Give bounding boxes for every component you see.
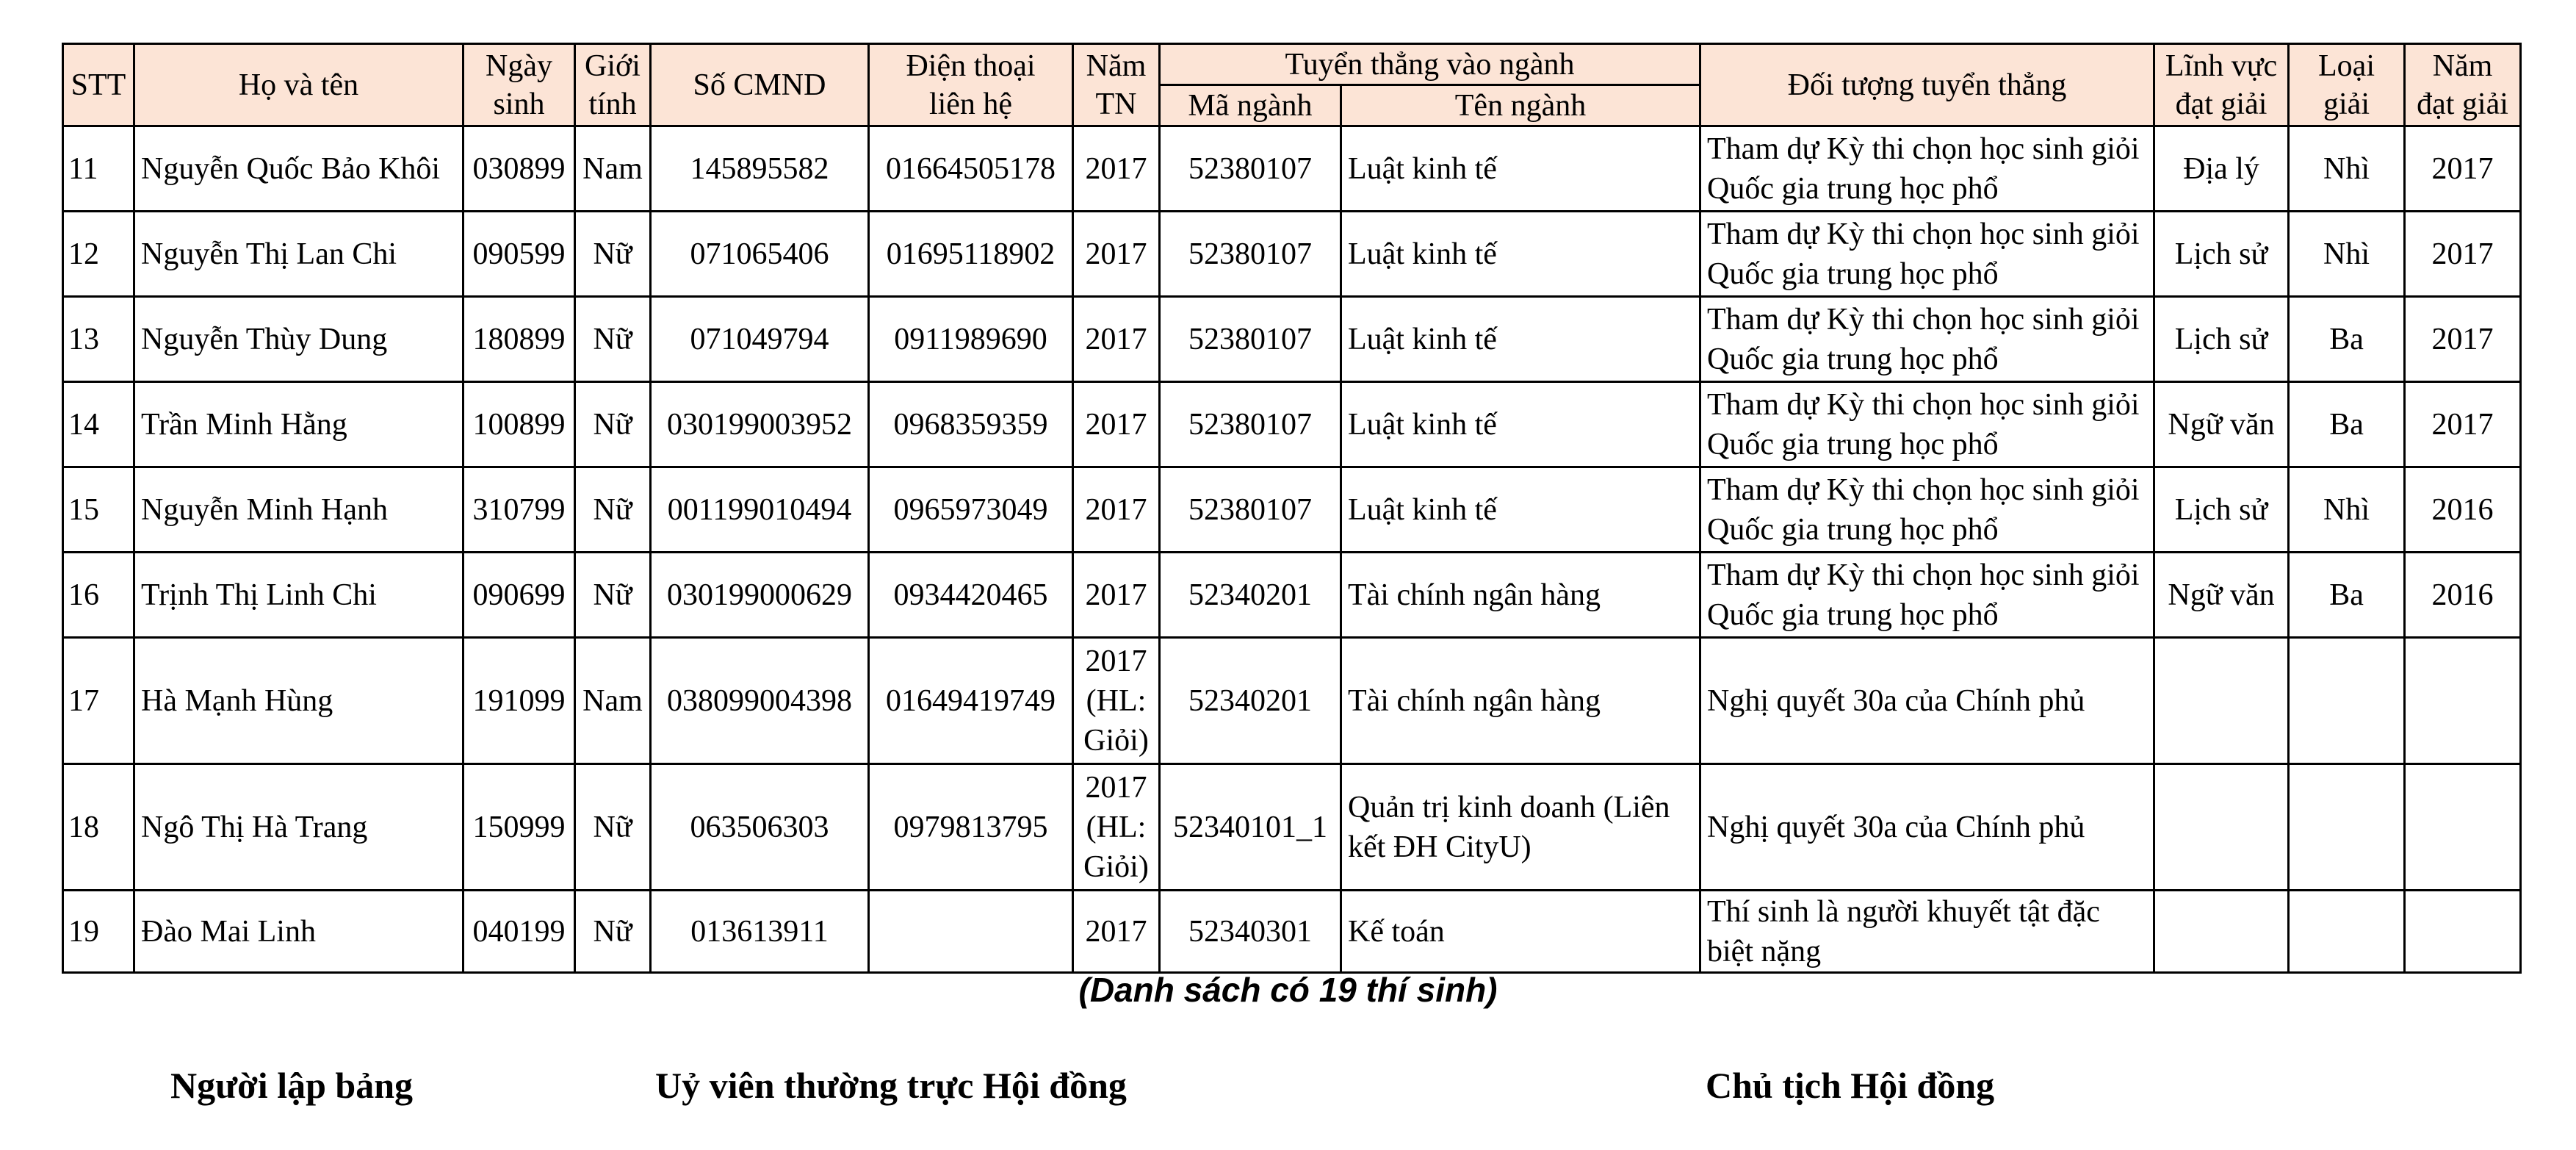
cell-major-code: 52340201 <box>1160 553 1341 638</box>
table-row <box>63 891 2521 973</box>
cell-stt: 17 <box>63 638 134 764</box>
cell-year: 2017 <box>1073 126 1160 212</box>
cell-dob: 310799 <box>463 467 575 553</box>
cell-name: Nguyễn Thùy Dung <box>134 297 463 382</box>
cell-year: 2017 <box>1073 382 1160 467</box>
cell-major-name: Quản trị kinh doanh (Liên kết ĐH CityU) <box>1341 764 1700 891</box>
cell-dob: 180899 <box>463 297 575 382</box>
cell-gender: Nữ <box>575 382 651 467</box>
cell-field: Ngữ văn <box>2154 553 2289 638</box>
cell-field <box>2154 638 2289 764</box>
cell-stt: 16 <box>63 553 134 638</box>
cell-id: 071049794 <box>651 297 869 382</box>
cell-category: Thí sinh là người khuyết tật đặc biệt nặng <box>1700 891 2154 973</box>
cell-category: Nghị quyết 30a của Chính phủ <box>1700 764 2154 891</box>
cell-category: Tham dự Kỳ thi chọn học sinh giỏi Quốc gia trung học phổ <box>1700 212 2154 297</box>
cell-year: 2017 <box>1073 891 1160 973</box>
cell-id: 001199010494 <box>651 467 869 553</box>
cell-phone: 0979813795 <box>869 764 1073 891</box>
cell-name: Trịnh Thị Linh Chi <box>134 553 463 638</box>
cell-phone: 0965973049 <box>869 467 1073 553</box>
header-stt: STT <box>63 44 134 126</box>
table-body <box>63 126 2521 973</box>
cell-prize: Nhì <box>2289 467 2405 553</box>
candidate-table <box>62 43 2522 974</box>
cell-phone: 0911989690 <box>869 297 1073 382</box>
cell-dob: 040199 <box>463 891 575 973</box>
cell-field: Địa lý <box>2154 126 2289 212</box>
cell-prize-year: 2017 <box>2405 212 2521 297</box>
cell-name: Đào Mai Linh <box>134 891 463 973</box>
cell-id: 038099004398 <box>651 638 869 764</box>
cell-prize-year: 2017 <box>2405 382 2521 467</box>
cell-phone: 0934420465 <box>869 553 1073 638</box>
cell-stt: 11 <box>63 126 134 212</box>
cell-prize-year: 2016 <box>2405 467 2521 553</box>
cell-category: Tham dự Kỳ thi chọn học sinh giỏi Quốc gia trung học phổ <box>1700 126 2154 212</box>
cell-gender: Nữ <box>575 467 651 553</box>
cell-prize-year: 2017 <box>2405 297 2521 382</box>
cell-id: 071065406 <box>651 212 869 297</box>
cell-gender: Nam <box>575 638 651 764</box>
cell-major-code: 52380107 <box>1160 382 1341 467</box>
header-name: Họ và tên <box>134 44 463 126</box>
cell-gender: Nữ <box>575 764 651 891</box>
cell-dob: 090699 <box>463 553 575 638</box>
cell-prize <box>2289 638 2405 764</box>
cell-prize: Ba <box>2289 297 2405 382</box>
cell-dob: 030899 <box>463 126 575 212</box>
cell-field: Lịch sử <box>2154 212 2289 297</box>
cell-stt: 13 <box>63 297 134 382</box>
cell-field: Ngữ văn <box>2154 382 2289 467</box>
cell-major-name: Tài chính ngân hàng <box>1341 553 1700 638</box>
cell-name: Nguyễn Minh Hạnh <box>134 467 463 553</box>
cell-major-name: Luật kinh tế <box>1341 467 1700 553</box>
header-major-code: Mã ngành <box>1160 85 1341 126</box>
header-field: Lĩnh vực đạt giải <box>2154 44 2289 126</box>
cell-prize-year <box>2405 638 2521 764</box>
header-admission-group: Tuyển thẳng vào ngành <box>1160 44 1700 85</box>
cell-year: 2017 (HL: Giỏi) <box>1073 638 1160 764</box>
cell-prize: Nhì <box>2289 212 2405 297</box>
cell-prize: Ba <box>2289 382 2405 467</box>
cell-category: Tham dự Kỳ thi chọn học sinh giỏi Quốc gia trung học phổ <box>1700 467 2154 553</box>
cell-phone: 0968359359 <box>869 382 1073 467</box>
cell-year: 2017 <box>1073 553 1160 638</box>
cell-category: Tham dự Kỳ thi chọn học sinh giỏi Quốc gia trung học phổ <box>1700 297 2154 382</box>
header-grad-year: Năm TN <box>1073 44 1160 126</box>
cell-stt: 18 <box>63 764 134 891</box>
cell-name: Trần Minh Hằng <box>134 382 463 467</box>
cell-major-code: 52380107 <box>1160 297 1341 382</box>
table-row <box>63 382 2521 467</box>
cell-gender: Nữ <box>575 212 651 297</box>
table-row <box>63 467 2521 553</box>
cell-id: 063506303 <box>651 764 869 891</box>
header-id-number: Số CMND <box>651 44 869 126</box>
cell-major-code: 52380107 <box>1160 467 1341 553</box>
table-row <box>63 553 2521 638</box>
header-major-name: Tên ngành <box>1341 85 1700 126</box>
cell-major-name: Kế toán <box>1341 891 1700 973</box>
cell-phone <box>869 891 1073 973</box>
table-row <box>63 212 2521 297</box>
header-prize-year: Năm đạt giải <box>2405 44 2521 126</box>
header-phone: Điện thoại liên hệ <box>869 44 1073 126</box>
cell-prize <box>2289 764 2405 891</box>
cell-stt: 19 <box>63 891 134 973</box>
cell-year: 2017 (HL: Giỏi) <box>1073 764 1160 891</box>
cell-major-code: 52340101_1 <box>1160 764 1341 891</box>
cell-stt: 15 <box>63 467 134 553</box>
cell-major-code: 52380107 <box>1160 212 1341 297</box>
cell-name: Nguyễn Quốc Bảo Khôi <box>134 126 463 212</box>
table-row <box>63 764 2521 891</box>
cell-name: Ngô Thị Hà Trang <box>134 764 463 891</box>
list-count-caption: (Danh sách có 19 thí sinh) <box>1078 971 1498 1009</box>
cell-category: Tham dự Kỳ thi chọn học sinh giỏi Quốc gia trung học phổ <box>1700 553 2154 638</box>
cell-year: 2017 <box>1073 297 1160 382</box>
cell-stt: 12 <box>63 212 134 297</box>
cell-field: Lịch sử <box>2154 467 2289 553</box>
cell-field <box>2154 764 2289 891</box>
cell-major-code: 52340301 <box>1160 891 1341 973</box>
cell-gender: Nam <box>575 126 651 212</box>
header-prize: Loại giải <box>2289 44 2405 126</box>
cell-gender: Nữ <box>575 891 651 973</box>
cell-phone: 01695118902 <box>869 212 1073 297</box>
cell-major-name: Luật kinh tế <box>1341 382 1700 467</box>
cell-prize-year: 2017 <box>2405 126 2521 212</box>
signature-standing-member: Uỷ viên thường trực Hội đồng <box>655 1065 1127 1106</box>
cell-category: Tham dự Kỳ thi chọn học sinh giỏi Quốc gia trung học phổ <box>1700 382 2154 467</box>
table-row <box>63 638 2521 764</box>
table-row <box>63 297 2521 382</box>
cell-stt: 14 <box>63 382 134 467</box>
cell-field <box>2154 891 2289 973</box>
cell-major-code: 52340201 <box>1160 638 1341 764</box>
cell-major-name: Luật kinh tế <box>1341 126 1700 212</box>
cell-phone: 01649419749 <box>869 638 1073 764</box>
cell-id: 013613911 <box>651 891 869 973</box>
cell-id: 145895582 <box>651 126 869 212</box>
header-dob: Ngày sinh <box>463 44 575 126</box>
cell-major-name: Luật kinh tế <box>1341 297 1700 382</box>
header-gender: Giới tính <box>575 44 651 126</box>
cell-gender: Nữ <box>575 297 651 382</box>
cell-name: Nguyễn Thị Lan Chi <box>134 212 463 297</box>
table-row <box>63 126 2521 212</box>
cell-id: 030199003952 <box>651 382 869 467</box>
signature-chairman: Chủ tịch Hội đồng <box>1706 1065 1995 1106</box>
signature-preparer: Người lập bảng <box>170 1065 414 1106</box>
cell-year: 2017 <box>1073 467 1160 553</box>
cell-prize: Nhì <box>2289 126 2405 212</box>
cell-dob: 100899 <box>463 382 575 467</box>
cell-prize-year: 2016 <box>2405 553 2521 638</box>
header-category: Đối tượng tuyển thẳng <box>1700 44 2154 126</box>
cell-prize-year <box>2405 891 2521 973</box>
cell-dob: 090599 <box>463 212 575 297</box>
cell-major-name: Tài chính ngân hàng <box>1341 638 1700 764</box>
cell-prize-year <box>2405 764 2521 891</box>
cell-major-name: Luật kinh tế <box>1341 212 1700 297</box>
cell-year: 2017 <box>1073 212 1160 297</box>
cell-gender: Nữ <box>575 553 651 638</box>
cell-prize: Ba <box>2289 553 2405 638</box>
cell-prize <box>2289 891 2405 973</box>
cell-field: Lịch sử <box>2154 297 2289 382</box>
cell-dob: 150999 <box>463 764 575 891</box>
cell-dob: 191099 <box>463 638 575 764</box>
cell-id: 030199000629 <box>651 553 869 638</box>
cell-major-code: 52380107 <box>1160 126 1341 212</box>
cell-name: Hà Mạnh Hùng <box>134 638 463 764</box>
cell-phone: 01664505178 <box>869 126 1073 212</box>
cell-category: Nghị quyết 30a của Chính phủ <box>1700 638 2154 764</box>
